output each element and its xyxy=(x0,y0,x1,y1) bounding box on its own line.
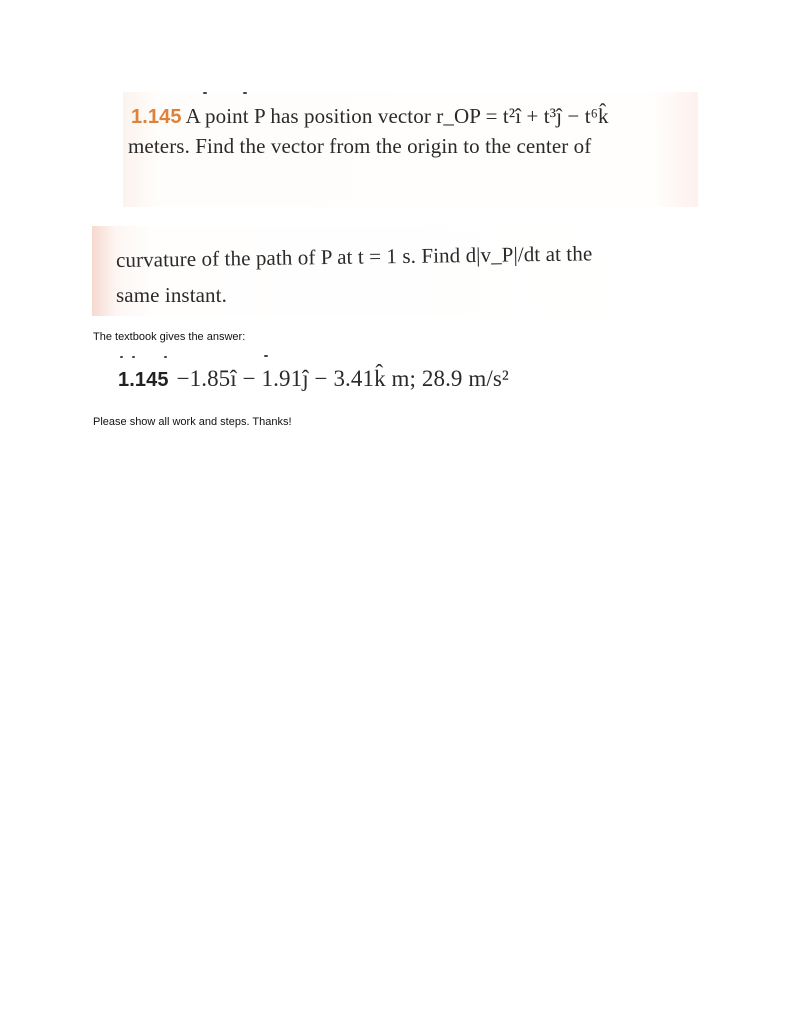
scan-speck xyxy=(120,356,123,358)
answer-line xyxy=(118,366,509,392)
problem-line-3: curvature of the path of P at t = 1 s. Find d|v_P|/dt at the xyxy=(115,241,593,272)
answer-number: 1.145 xyxy=(118,369,169,391)
answer-text: −1.85î − 1.91ĵ − 3.41k̂ m; 28.9 m/s² xyxy=(176,366,509,391)
problem-scan-top xyxy=(123,92,698,207)
problem-line-1-text: A point P has position vector r_OP = t²î + t³ĵ − t⁶k̂ xyxy=(185,104,609,128)
scan-speck xyxy=(203,92,207,94)
problem-line-2: meters. Find the vector from the origin to the center of xyxy=(128,134,592,158)
problem-line-4: same instant. xyxy=(116,283,227,307)
answer-scan xyxy=(106,352,598,402)
scan-speck xyxy=(132,356,135,358)
problem-line-1 xyxy=(131,104,609,129)
scan-speck xyxy=(243,92,247,94)
scan-speck xyxy=(264,355,268,357)
scan-speck xyxy=(164,356,167,358)
problem-scan-bottom xyxy=(92,226,685,316)
request-text: Please show all work and steps. Thanks! xyxy=(93,416,292,428)
problem-number: 1.145 xyxy=(131,106,182,128)
intro-text: The textbook gives the answer: xyxy=(93,331,246,343)
